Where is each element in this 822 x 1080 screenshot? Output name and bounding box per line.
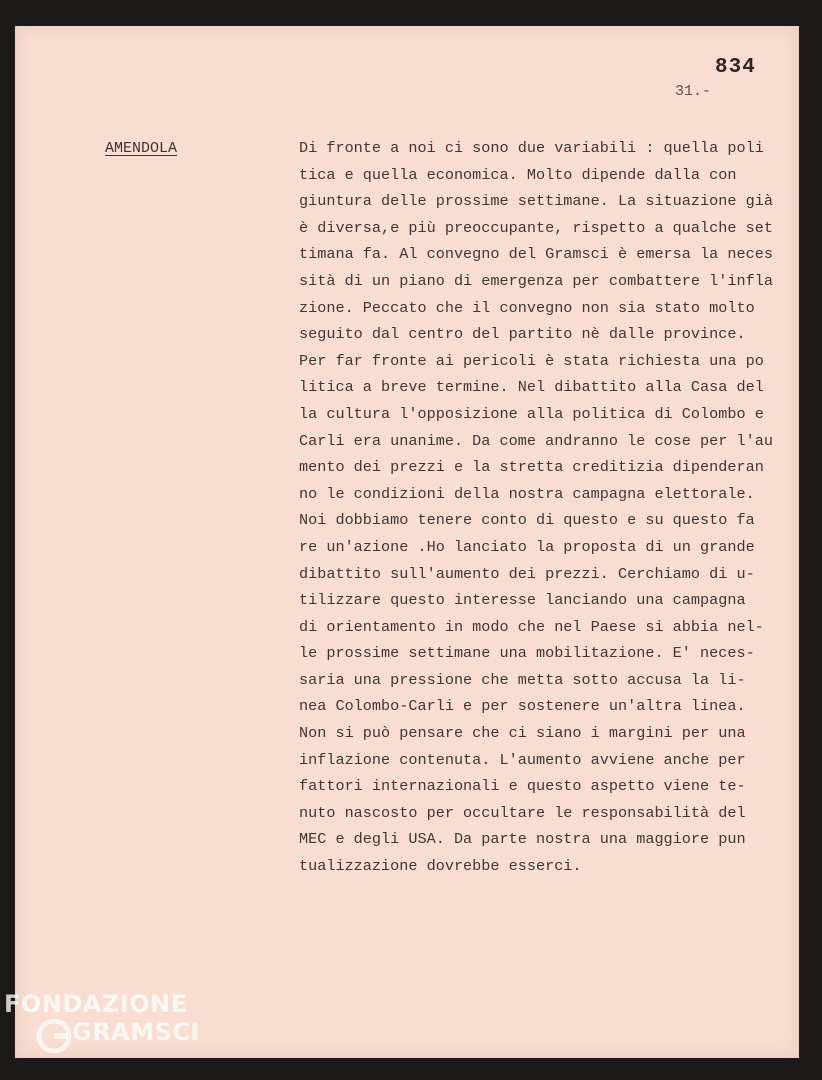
text-line: mento dei prezzi e la stretta creditizia dipenderan	[299, 458, 764, 477]
text-line: inflazione contenuta. L'aumento avviene anche per	[299, 750, 746, 769]
text-line: re un'azione .Ho lanciato la proposta di un grande	[299, 537, 755, 556]
text-line: la cultura l'opposizione alla politica di Colombo e	[299, 404, 764, 423]
gramsci-logo-icon	[34, 1016, 74, 1056]
text-line: sità di un piano di emergenza per combattere l'infla	[299, 271, 773, 290]
speech-text	[299, 135, 799, 880]
speaker-name: AMENDOLA	[105, 140, 178, 157]
text-line: no le condizioni della nostra campagna elettorale.	[299, 484, 755, 503]
text-line: giuntura delle prossime settimane. La situazione già	[299, 192, 773, 211]
text-line: fattori internazionali e questo aspetto viene te-	[299, 777, 746, 796]
text-line: zione. Peccato che il convegno non sia stato molto	[299, 298, 755, 317]
text-line: tualizzazione dovrebbe esserci.	[299, 857, 582, 876]
text-line: dibattito sull'aumento dei prezzi. Cerchiamo di u-	[299, 564, 755, 583]
text-line: saria una pressione che metta sotto accusa la li-	[299, 670, 746, 689]
text-line: le prossime settimane una mobilitazione. E' neces-	[299, 644, 755, 663]
text-line: è diversa,e più preoccupante, rispetto a qualche set	[299, 218, 773, 237]
text-line: tilizzare questo interesse lanciando una campagna	[299, 591, 746, 610]
text-line: Noi dobbiamo tenere conto di questo e su questo fa	[299, 511, 755, 530]
text-line: Per far fronte ai pericoli è stata richiesta una po	[299, 351, 764, 370]
archive-page-number: 834	[715, 56, 756, 79]
text-line: seguito dal centro del partito nè dalle province.	[299, 325, 746, 344]
text-line: nea Colombo-Carli e per sostenere un'altra linea.	[299, 697, 746, 716]
watermark-line-2: GRAMSCI	[72, 1018, 200, 1046]
text-line: Non si può pensare che ci siano i margini per una	[299, 724, 746, 743]
watermark-line-1: FONDAZIONE	[4, 990, 188, 1018]
text-line: MEC e degli USA. Da parte nostra una maggiore pun	[299, 830, 746, 849]
text-line: timana fa. Al convegno del Gramsci è emersa la neces	[299, 245, 773, 264]
text-line: tica e quella economica. Molto dipende dalla con	[299, 165, 737, 184]
text-line: nuto nascosto per occultare le responsabilità del	[299, 803, 746, 822]
fondazione-gramsci-watermark	[4, 990, 214, 1070]
text-line: litica a breve termine. Nel dibattito alla Casa del	[299, 378, 764, 397]
page-number: 31.-	[675, 83, 712, 100]
text-line: di orientamento in modo che nel Paese si abbia nel-	[299, 617, 764, 636]
text-line: Carli era unanime. Da come andranno le cose per l'au	[299, 431, 773, 450]
text-line: Di fronte a noi ci sono due variabili : quella poli	[299, 139, 764, 157]
